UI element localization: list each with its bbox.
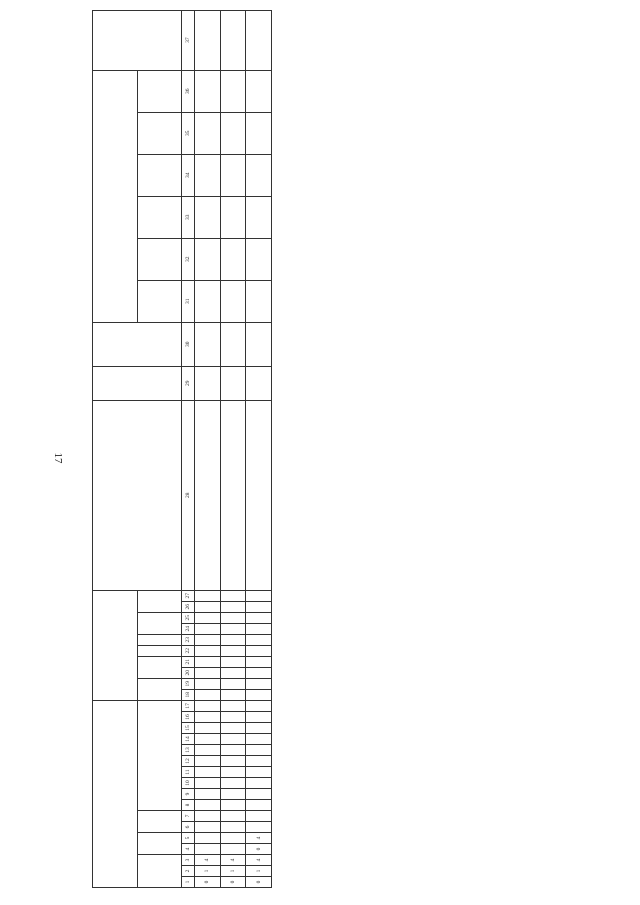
- column-number: 36: [182, 70, 194, 112]
- year-value-cell: [220, 112, 246, 154]
- column-number: 3: [182, 855, 194, 866]
- column-number: 31: [182, 280, 194, 322]
- subheader-administrator: [137, 855, 182, 888]
- column-number: 29: [182, 366, 194, 400]
- final-value-cell: [246, 10, 272, 70]
- code-cell: [220, 800, 246, 811]
- code-cell: [246, 590, 272, 601]
- column-number: 2: [182, 866, 194, 877]
- column-number: 32: [182, 238, 194, 280]
- code-cell: [246, 623, 272, 634]
- subheader-target-item: [137, 700, 182, 810]
- year-5: [137, 112, 182, 154]
- code-cell: [220, 612, 246, 623]
- year-value-cell: [194, 196, 220, 238]
- code-cell: [246, 778, 272, 789]
- year-4: [137, 154, 182, 196]
- column-number-row: [182, 10, 194, 887]
- code-cell: [246, 689, 272, 700]
- code-cell: 0: [220, 877, 246, 888]
- code-cell: 0: [194, 877, 220, 888]
- header-years: [93, 70, 138, 322]
- code-cell: [194, 712, 220, 723]
- column-number: 13: [182, 745, 194, 756]
- code-cell: [194, 723, 220, 734]
- code-cell: [194, 601, 220, 612]
- table-container: [92, 30, 272, 888]
- code-cell: [246, 767, 272, 778]
- year-value-cell: [220, 70, 246, 112]
- code-cell: [194, 634, 220, 645]
- year-value-cell: [220, 238, 246, 280]
- code-cell: [194, 612, 220, 623]
- column-number: 5: [182, 833, 194, 844]
- column-number: 6: [182, 822, 194, 833]
- code-cell: [194, 800, 220, 811]
- code-cell: [194, 844, 220, 855]
- code-cell: [220, 601, 246, 612]
- code-cell: [220, 667, 246, 678]
- code-cell: [220, 822, 246, 833]
- code-cell: 4: [194, 855, 220, 866]
- code-cell: [220, 689, 246, 700]
- column-number: 14: [182, 734, 194, 745]
- column-number: 19: [182, 678, 194, 689]
- year-value-cell: [220, 196, 246, 238]
- column-number: 30: [182, 322, 194, 366]
- subheader-subsection: [137, 811, 182, 833]
- name-cell: [194, 400, 220, 590]
- column-number: 22: [182, 645, 194, 656]
- page-number: 17: [52, 452, 64, 464]
- column-number: 21: [182, 656, 194, 667]
- column-number: 37: [182, 10, 194, 70]
- column-number: 34: [182, 154, 194, 196]
- column-number: 15: [182, 723, 194, 734]
- code-cell: [246, 712, 272, 723]
- unit-cell: [220, 366, 246, 400]
- code-cell: [246, 667, 272, 678]
- column-number: 24: [182, 623, 194, 634]
- code-cell: [220, 767, 246, 778]
- column-number: 28: [182, 400, 194, 590]
- code-cell: [194, 756, 220, 767]
- subheader-task: [137, 634, 182, 645]
- year-2: [137, 238, 182, 280]
- year-value-cell: [194, 112, 220, 154]
- code-cell: 4: [246, 833, 272, 844]
- code-cell: [246, 601, 272, 612]
- year-6: [137, 70, 182, 112]
- year-value-cell: [246, 196, 272, 238]
- code-cell: [194, 778, 220, 789]
- header-final-value: [93, 10, 182, 70]
- code-cell: [220, 656, 246, 667]
- code-cell: 1: [220, 866, 246, 877]
- code-cell: [246, 756, 272, 767]
- code-cell: [220, 756, 246, 767]
- code-cell: [220, 645, 246, 656]
- code-cell: [194, 789, 220, 800]
- column-number: 26: [182, 601, 194, 612]
- code-cell: [194, 745, 220, 756]
- header-unit: [93, 366, 182, 400]
- column-number: 23: [182, 634, 194, 645]
- year-value-cell: [220, 154, 246, 196]
- code-cell: [194, 678, 220, 689]
- header-budget-codes: [93, 700, 138, 887]
- year-value-cell: [220, 280, 246, 322]
- subheader-subprogram: [137, 656, 182, 678]
- code-cell: [246, 612, 272, 623]
- code-cell: [246, 656, 272, 667]
- header-analytic-code: [93, 590, 138, 700]
- column-number: 17: [182, 700, 194, 711]
- code-cell: [194, 700, 220, 711]
- code-cell: [194, 822, 220, 833]
- code-cell: 4: [246, 855, 272, 866]
- code-cell: [220, 734, 246, 745]
- code-cell: [220, 745, 246, 756]
- code-cell: [194, 811, 220, 822]
- code-cell: [246, 822, 272, 833]
- code-cell: [194, 645, 220, 656]
- code-cell: [246, 811, 272, 822]
- code-cell: 1: [246, 866, 272, 877]
- code-cell: 0: [246, 844, 272, 855]
- code-cell: [220, 623, 246, 634]
- table-row: [194, 10, 220, 887]
- code-cell: [194, 656, 220, 667]
- code-cell: [220, 844, 246, 855]
- base-year-cell: [194, 322, 220, 366]
- code-cell: [220, 700, 246, 711]
- code-cell: 0: [246, 877, 272, 888]
- column-number: 18: [182, 689, 194, 700]
- subheader-program: [137, 678, 182, 700]
- column-number: 11: [182, 767, 194, 778]
- column-number: 25: [182, 612, 194, 623]
- final-value-cell: [220, 10, 246, 70]
- year-value-cell: [194, 70, 220, 112]
- subheader-indicator-number: [137, 590, 182, 612]
- column-number: 20: [182, 667, 194, 678]
- code-cell: [220, 723, 246, 734]
- table-row: [246, 10, 272, 887]
- code-cell: 1: [194, 866, 220, 877]
- code-cell: [194, 689, 220, 700]
- code-cell: [220, 678, 246, 689]
- name-cell: [246, 400, 272, 590]
- column-number: 1: [182, 877, 194, 888]
- subheader-goal: [137, 645, 182, 656]
- unit-cell: [194, 366, 220, 400]
- code-cell: 4: [220, 855, 246, 866]
- column-number: 9: [182, 789, 194, 800]
- code-cell: [194, 767, 220, 778]
- base-year-cell: [246, 322, 272, 366]
- year-value-cell: [246, 154, 272, 196]
- column-number: 33: [182, 196, 194, 238]
- code-cell: [246, 723, 272, 734]
- year-value-cell: [194, 154, 220, 196]
- code-cell: [194, 590, 220, 601]
- year-3: [137, 196, 182, 238]
- subheader-section: [137, 833, 182, 855]
- column-number: 35: [182, 112, 194, 154]
- column-number: 7: [182, 811, 194, 822]
- code-cell: [246, 700, 272, 711]
- code-cell: [194, 667, 220, 678]
- code-cell: [246, 800, 272, 811]
- code-cell: [220, 789, 246, 800]
- year-value-cell: [246, 280, 272, 322]
- column-number: 10: [182, 778, 194, 789]
- header-goals: [93, 400, 182, 590]
- code-cell: [246, 678, 272, 689]
- table-row: [220, 10, 246, 887]
- header-base-year: [93, 322, 182, 366]
- code-cell: [194, 734, 220, 745]
- unit-cell: [246, 366, 272, 400]
- code-cell: [220, 712, 246, 723]
- code-cell: [246, 745, 272, 756]
- final-value-cell: [194, 10, 220, 70]
- code-cell: [220, 811, 246, 822]
- year-value-cell: [246, 238, 272, 280]
- code-cell: [246, 734, 272, 745]
- header-row: [93, 10, 138, 887]
- column-number: 16: [182, 712, 194, 723]
- name-cell: [220, 400, 246, 590]
- code-cell: [194, 833, 220, 844]
- code-cell: [246, 645, 272, 656]
- year-value-cell: [194, 280, 220, 322]
- code-cell: [220, 778, 246, 789]
- base-year-cell: [220, 322, 246, 366]
- code-cell: [220, 590, 246, 601]
- column-number: 8: [182, 800, 194, 811]
- column-number: 27: [182, 590, 194, 601]
- code-cell: [220, 833, 246, 844]
- column-number: 12: [182, 756, 194, 767]
- column-number: 4: [182, 844, 194, 855]
- program-table: [92, 10, 272, 888]
- year-1: [137, 280, 182, 322]
- code-cell: [246, 789, 272, 800]
- subheader-admin-event: [137, 612, 182, 634]
- code-cell: [220, 634, 246, 645]
- year-value-cell: [246, 112, 272, 154]
- code-cell: [246, 634, 272, 645]
- year-value-cell: [194, 238, 220, 280]
- code-cell: [194, 623, 220, 634]
- year-value-cell: [246, 70, 272, 112]
